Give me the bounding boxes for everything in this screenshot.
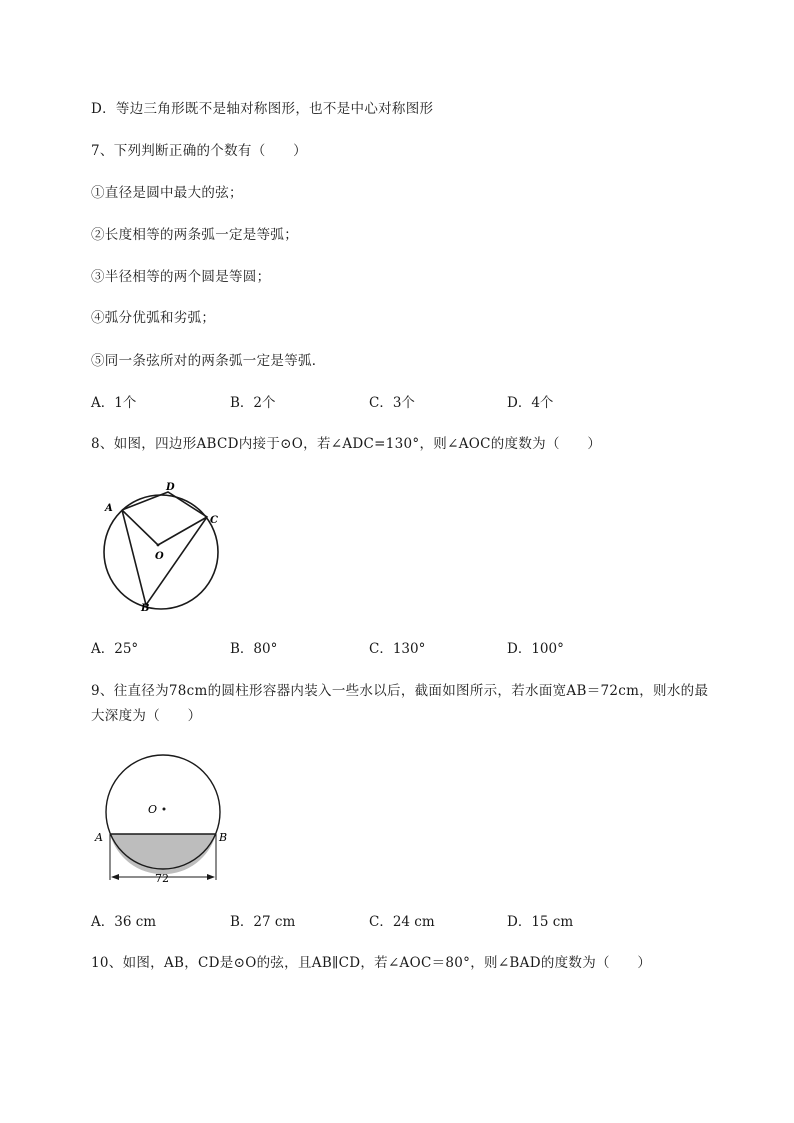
q8-label-o: O xyxy=(155,551,164,562)
q8-label-c: C xyxy=(210,515,218,526)
q7-statement-3: ③半径相等的两个圆是等圆； xyxy=(91,269,271,285)
q9-option-c: C．24 cm xyxy=(369,914,435,930)
q9-option-a: A．36 cm xyxy=(91,914,157,930)
q7-statement-2: ②长度相等的两条弧一定是等弧； xyxy=(91,227,298,243)
q8-option-d: D．100° xyxy=(507,641,564,657)
q9-option-d: D．15 cm xyxy=(507,914,574,930)
q8-segment-oa xyxy=(122,510,158,545)
q6-option-d: D．等边三角形既不是轴对称图形，也不是中心对称图形 xyxy=(91,101,434,117)
q9-arrow-right xyxy=(207,874,215,880)
q8-label-d: D xyxy=(166,482,175,493)
q10-stem: 10、如图，AB，CD是⊙O的弦，且AB∥CD，若∠AOC＝80°，则∠BAD的度数为（ ） xyxy=(91,955,652,971)
q9-stem-line-1: 9、往直径为78cm的圆柱形容器内装入一些水以后，截面如图所示，若水面宽AB＝72cm，则水的最 xyxy=(91,683,709,699)
q8-stem: 8、如图，四边形ABCD内接于⊙O，若∠ADC=130°，则∠AOC的度数为（ ） xyxy=(91,436,602,452)
q9-water-cross-section-figure xyxy=(88,752,238,887)
q9-stem-line-2: 大深度为（ ） xyxy=(91,708,202,724)
q7-statement-4: ④弧分优弧和劣弧； xyxy=(91,310,216,326)
q9-label-o: O xyxy=(148,803,158,816)
q7-option-d: D．4个 xyxy=(507,395,554,411)
q8-option-c: C．130° xyxy=(369,641,426,657)
q9-label-b: B xyxy=(219,831,228,844)
q8-center-point xyxy=(157,544,160,547)
q7-option-b: B．2个 xyxy=(230,395,276,411)
q8-inscribed-quadrilateral-figure xyxy=(95,475,235,615)
q9-center-point xyxy=(163,808,166,811)
q8-segment-oc xyxy=(158,517,207,545)
q9-water-region xyxy=(110,834,216,874)
q8-label-b: B xyxy=(141,603,150,614)
q8-option-a: A．25° xyxy=(91,641,139,657)
q7-stem: 7、下列判断正确的个数有（ ） xyxy=(91,143,307,159)
q9-option-b: B．27 cm xyxy=(230,914,296,930)
q8-label-a: A xyxy=(105,503,113,514)
q7-option-a: A．1个 xyxy=(91,395,137,411)
q7-option-c: C．3个 xyxy=(369,395,415,411)
q9-label-width: 72 xyxy=(155,872,169,885)
q7-statement-1: ①直径是圆中最大的弦； xyxy=(91,185,243,201)
q7-statement-5: ⑤同一条弦所对的两条弧一定是等弧． xyxy=(91,353,326,369)
q8-quadrilateral xyxy=(122,492,207,605)
q9-label-a: A xyxy=(95,831,103,844)
q9-arrow-left xyxy=(111,874,119,880)
q8-option-b: B．80° xyxy=(230,641,278,657)
